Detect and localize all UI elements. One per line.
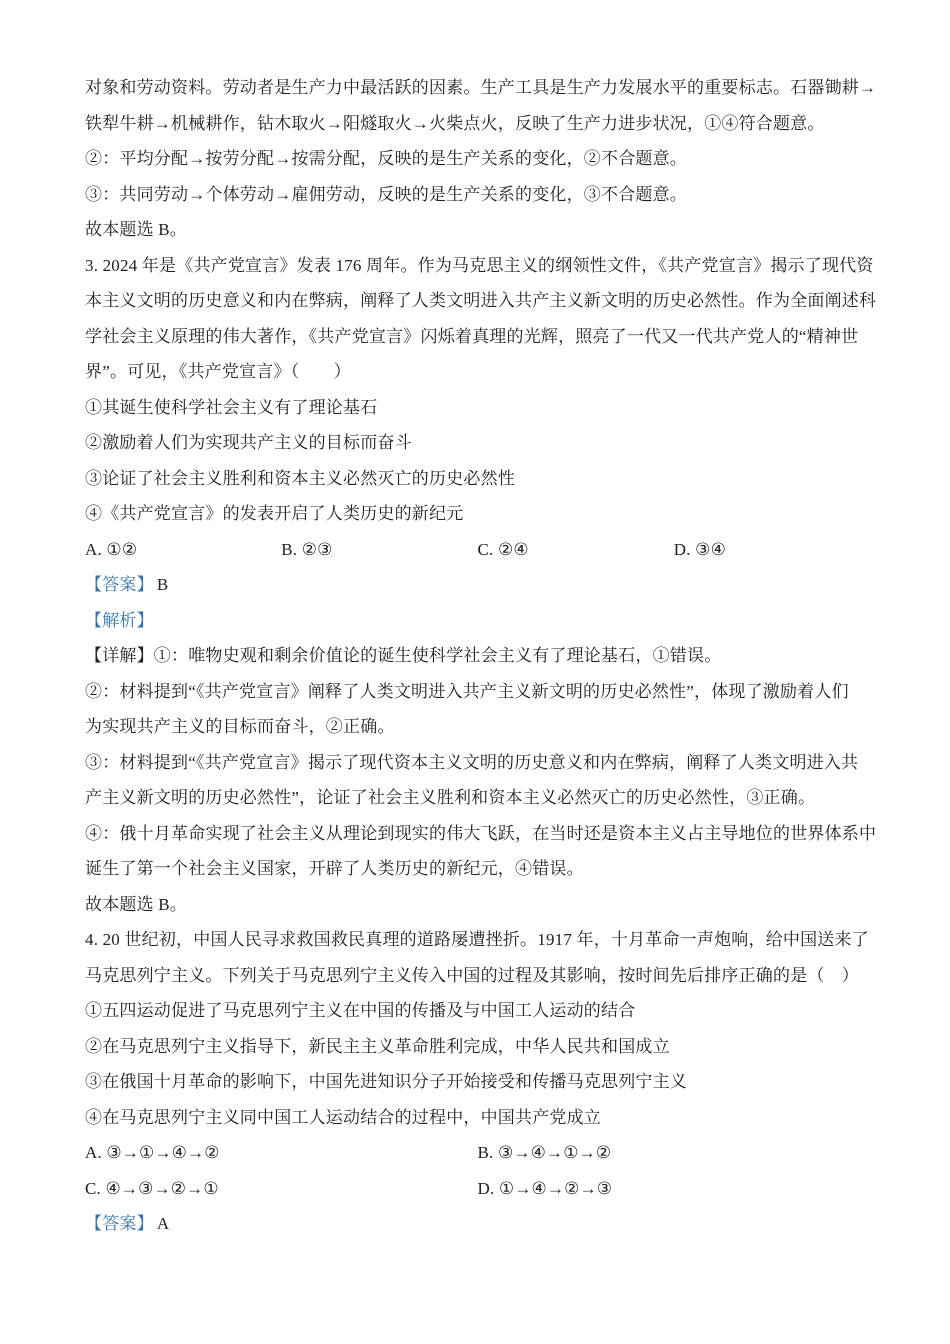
analysis-line: 对象和劳动资料。劳动者是生产力中最活跃的因素。生产工具是生产力发展水平的重要标志。石器锄耕→: [85, 78, 877, 97]
analysis-line: 【详解】①：唯物史观和剩余价值论的诞生使科学社会主义有了理论基石，①错误。: [85, 646, 722, 665]
question-3-analysis-header: [85, 603, 870, 639]
answer-value: A: [156, 1214, 170, 1233]
question-4-option-b: B. ③→④→①→②: [477, 1143, 612, 1162]
question-3-stem-line: 学社会主义原理的伟大著作，《共产党宣言》闪烁着真理的光辉，照亮了一代又一代共产党人的“精神世: [85, 326, 859, 346]
question-3-item: ④《共产党宣言》的发表开启了人类历史的新纪元: [85, 504, 464, 523]
question-3-item: ③论证了社会主义胜利和资本主义必然灭亡的历史必然性: [85, 468, 515, 488]
question-3-answer-row: [85, 567, 870, 603]
answer-label: 【答案】: [85, 575, 154, 594]
answer-value: B: [156, 575, 169, 594]
question-4-stem-line: 马克思列宁主义。下列关于马克思列宁主义传入中国的过程及其影响，按时间先后排序正确的是（ ）: [85, 965, 859, 985]
question-3-option-c: C. ②④: [477, 539, 529, 559]
analysis-line: ③：共同劳动→个体劳动→雇佣劳动，反映的是生产关系的变化，③不合题意。: [85, 184, 687, 204]
question-3-options-row: [85, 532, 870, 568]
analysis-line: ②：平均分配→按劳分配→按需分配，反映的是生产关系的变化，②不合题意。: [85, 149, 687, 168]
question-3-stem-line: 本主义文明的历史意义和内在弊病，阐释了人类文明进入共产主义新文明的历史必然性。作为全面阐述科: [85, 291, 877, 310]
question-3-option-a: A. ①②: [85, 539, 138, 559]
analysis-label: 【解析】: [85, 610, 154, 630]
question-4-options-row: [85, 1171, 870, 1207]
question-4-item: ④在马克思列宁主义同中国工人运动结合的过程中，中国共产党成立: [85, 1107, 601, 1127]
question-3-stem-line: 3. 2024 年是《共产党宣言》发表 176 周年。作为马克思主义的纲领性文件，《共产党宣言》揭示了现代资: [85, 255, 874, 275]
question-4-option-a: A. ③→①→④→②: [85, 1143, 220, 1162]
exam-document-page: [85, 70, 877, 1242]
question-4-item: ③在俄国十月革命的影响下，中国先进知识分子开始接受和传播马克思列宁主义: [85, 1072, 687, 1091]
question-4-answer-row: [85, 1206, 870, 1242]
question-3-item: ①其诞生使科学社会主义有了理论基石: [85, 397, 378, 417]
analysis-line: 铁犁牛耕→机械耕作，钻木取火→阳燧取火→火柴点火，反映了生产力进步状况，①④符合题意。: [85, 113, 825, 133]
analysis-line: ②：材料提到“《共产党宣言》阐释了人类文明进入共产主义新文明的历史必然性”，体现了激励着人们: [85, 681, 849, 701]
analysis-conclusion: 故本题选 B。: [85, 894, 187, 914]
analysis-line: ③：材料提到“《共产党宣言》揭示了现代资本主义文明的历史意义和内在弊病，阐释了人类文明进入共: [85, 752, 859, 772]
analysis-line: 产主义新文明的历史必然性”，论证了社会主义胜利和资本主义必然灭亡的历史必然性，③正确。: [85, 788, 816, 807]
question-4-stem-line: 4. 20 世纪初，中国人民寻求救国救民真理的道路屡遭挫折。1917 年，十月革命一声炮响，给中国送来了: [85, 930, 869, 949]
question-4-option-d: D. ①→④→②→③: [477, 1178, 613, 1198]
question-4-options-row: [85, 1135, 870, 1171]
question-3-option-d: D. ③④: [673, 539, 727, 559]
analysis-line: 诞生了第一个社会主义国家，开辟了人类历史的新纪元，④错误。: [85, 859, 584, 878]
analysis-line: ④：俄十月革命实现了社会主义从理论到现实的伟大飞跃，在当时还是资本主义占主导地位的世界体系中: [85, 823, 877, 843]
question-4-option-c: C. ④→③→②→①: [85, 1178, 219, 1198]
question-3-item: ②激励着人们为实现共产主义的目标而奋斗: [85, 433, 412, 452]
question-3-stem-line: 界”。可见，《共产党宣言》（ ）: [85, 362, 351, 381]
question-4-item: ②在马克思列宁主义指导下，新民主主义革命胜利完成，中华人民共和国成立: [85, 1036, 670, 1056]
analysis-conclusion: 故本题选 B。: [85, 220, 187, 239]
question-4-item: ①五四运动促进了马克思列宁主义在中国的传播及与中国工人运动的结合: [85, 1001, 636, 1020]
question-3-option-b: B. ②③: [281, 539, 333, 559]
answer-label: 【答案】: [85, 1214, 154, 1233]
analysis-line: 为实现共产主义的目标而奋斗，②正确。: [85, 717, 395, 736]
